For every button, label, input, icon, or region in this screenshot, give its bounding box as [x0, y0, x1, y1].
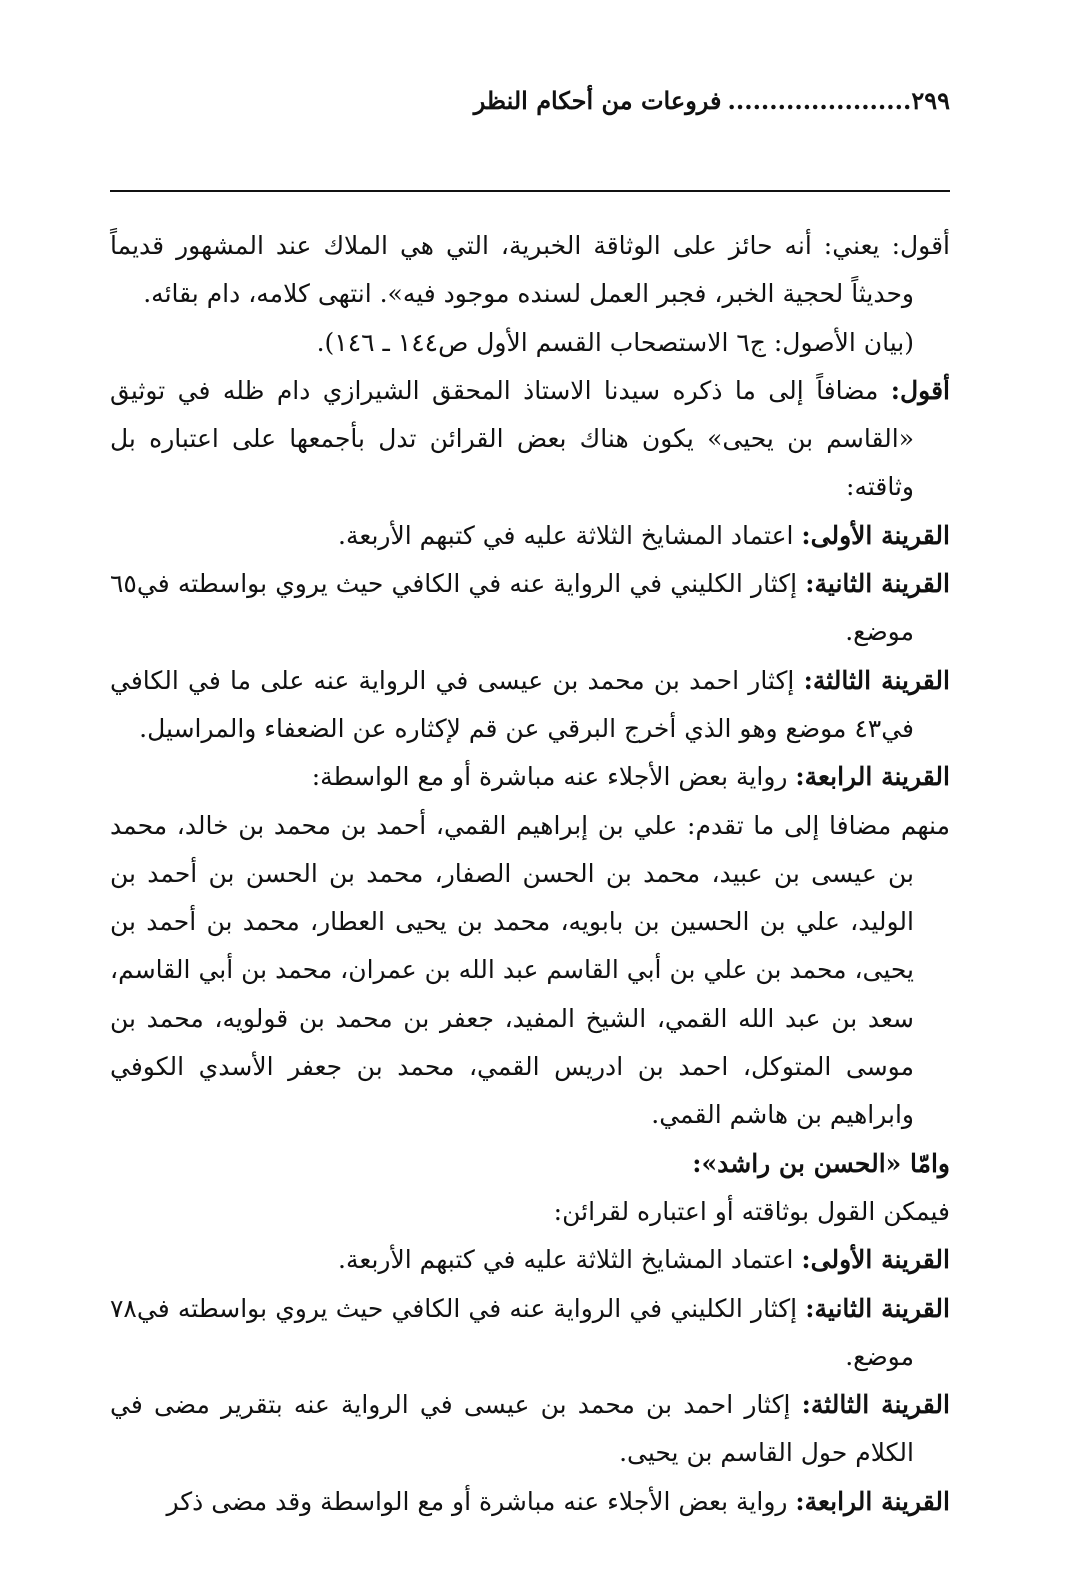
- paragraph: [110, 753, 950, 801]
- paragraph-text: مضافاً إلى ما ذكره سيدنا الاستاذ المحقق الشيرازي دام ظله في توثيق «القاسم بن يحيى» يكون هناك بعض القرائن تدل بأجمعها على اعتباره بل وثاقته:: [110, 375, 914, 502]
- paragraph: [110, 1285, 950, 1382]
- paragraph-text: رواية بعض الأجلاء عنه مباشرة أو مع الواسطة:: [311, 762, 796, 792]
- paragraph-text: فيمكن القول بوثاقته أو اعتباره لقرائن:: [553, 1196, 950, 1226]
- dot-leader: ......................: [727, 85, 912, 115]
- paragraph-label: القرينة الرابعة:: [795, 1486, 950, 1516]
- book-page: [110, 0, 950, 1590]
- paragraph-text: منهم مضافا إلى ما تقدم: علي بن إبراهيم القمي، أحمد بن محمد بن خالد، محمد بن عيسى بن عبيد، محمد بن الحسن الصفار، محمد بن الحسن بن أحمد بن الوليد، علي بن الحسين بن بابويه، محمد بن يحيى العطار، محمد بن أحمد بن يحيى، محمد بن علي بن أبي القاسم عبد الله بن عمران، محمد بن أبي القاسم، سعد بن عبد الله القمي، الشيخ المفيد، جعفر بن محمد بن قولويه، محمد بن موسى المتوكل، احمد بن ادريس القمي، محمد بن جعفر الأسدي الكوفي وابراهيم بن هاشم القمي.: [110, 810, 950, 1130]
- page-header: [110, 78, 950, 122]
- paragraph-label: القرينة الثانية:: [805, 569, 950, 599]
- paragraph-label: أقول:: [890, 375, 950, 405]
- running-title: فروعات من أحكام النظر: [473, 85, 722, 115]
- paragraph-label: القرينة الثالثة:: [803, 665, 950, 695]
- paragraph-label: القرينة الثالثة:: [801, 1390, 950, 1420]
- paragraph-label: القرينة الثانية:: [805, 1293, 950, 1323]
- page-number: ٢٩٩: [911, 85, 950, 115]
- paragraph: [110, 1478, 950, 1526]
- paragraph-label: وامّا «الحسن بن راشد»:: [692, 1148, 950, 1178]
- paragraph-text: إكثار الكليني في الرواية عنه في الكافي حيث يروي بواسطته في٧٨ موضع.: [110, 1293, 914, 1371]
- paragraph: [110, 367, 950, 512]
- paragraph-label: القرينة الرابعة:: [795, 762, 950, 792]
- paragraph-text: رواية بعض الأجلاء عنه مباشرة أو مع الواسطة وقد مضى ذكر: [166, 1486, 796, 1516]
- paragraph-text: إكثار الكليني في الرواية عنه في الكافي حيث يروي بواسطته في٦٥ موضع.: [110, 569, 914, 647]
- paragraph: [110, 657, 950, 754]
- paragraph: [110, 802, 950, 1140]
- header-divider: [110, 190, 950, 192]
- paragraph-text: اعتماد المشايخ الثلاثة عليه في كتبهم الأربعة.: [338, 1245, 802, 1275]
- paragraph-label: القرينة الأولى:: [801, 520, 950, 550]
- paragraph-text: (بيان الأصول: ج٦ الاستصحاب القسم الأول ص١٤٤ ـ ١٤٦).: [316, 327, 914, 357]
- paragraph: [110, 512, 950, 560]
- paragraph-text: أقول: يعني: أنه حائز على الوثاقة الخبرية، التي هي الملاك عند المشهور قديماً وحديثاً لحجية الخبر، فجبر العمل لسنده موجود فيه». انتهى كلامه، دام بقائه.: [110, 231, 950, 309]
- paragraph: [110, 1381, 950, 1478]
- body-text: [110, 222, 950, 1526]
- paragraph-text: إكثار احمد بن محمد بن عيسى في الرواية عنه بتقرير مضى في الكلام حول القاسم بن يحيى.: [110, 1390, 914, 1468]
- paragraph: [110, 222, 950, 319]
- paragraph: [110, 1236, 950, 1284]
- paragraph-text: اعتماد المشايخ الثلاثة عليه في كتبهم الأربعة.: [338, 520, 802, 550]
- paragraph: [110, 319, 950, 367]
- paragraph: [110, 1140, 950, 1188]
- paragraph-label: القرينة الأولى:: [801, 1245, 950, 1275]
- paragraph-text: إكثار احمد بن محمد بن عيسى في الرواية عنه على ما في الكافي في٤٣ موضع وهو الذي أخرج البرقي عن قم لإكثاره عن الضعفاء والمراسيل.: [110, 665, 914, 743]
- paragraph: [110, 560, 950, 657]
- paragraph: [110, 1188, 950, 1236]
